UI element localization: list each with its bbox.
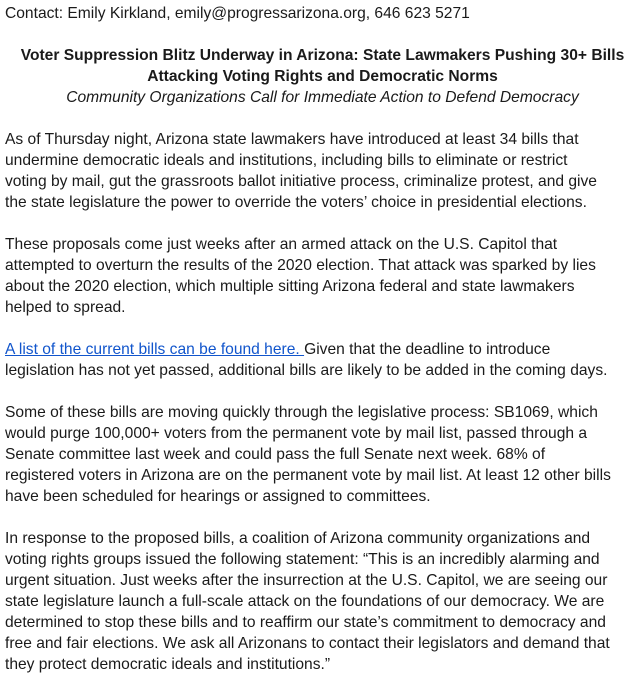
headline-line-1: Voter Suppression Blitz Underway in Arizona: State Lawmakers Pushing 30+ Bills: [20, 47, 625, 64]
paragraph-2-line: These proposals come just weeks after an armed attack on the U.S. Capitol that: [5, 236, 558, 253]
paragraph-4: [5, 402, 637, 507]
paragraph-2-line: about the 2020 election, which multiple sitting Arizona federal and state lawmakers: [5, 278, 575, 295]
paragraph-4-line: Senate committee last week and could pass the full Senate next week. 68% of: [5, 446, 546, 463]
paragraph-5-line: they protect democratic ideals and institutions.”: [5, 656, 331, 673]
subheadline: Community Organizations Call for Immediate Action to Defend Democracy: [66, 89, 579, 106]
paragraph-3-line-rest: Given that the deadline to introduce: [304, 341, 551, 358]
paragraph-4-line: registered voters in Arizona are on the permanent vote by mail list. At least 12 other bills: [5, 467, 611, 484]
paragraph-5-line: voting rights groups issued the following statement: “This is an incredibly alarming and: [5, 551, 600, 568]
paragraph-1-line: the state legislature the power to override the voters’ choice in presidential elections.: [5, 194, 587, 211]
paragraph-1-line: voting by mail, gut the grassroots ballot initiative process, criminalize protest, and give: [5, 173, 597, 190]
paragraph-1: [5, 129, 637, 213]
paragraph-5-line: state legislature launch a full-scale attack on the foundations of our democracy. We are: [5, 593, 605, 610]
paragraph-2-line: attempted to overturn the results of the 2020 election. That attack was sparked by lies: [5, 257, 596, 274]
paragraph-4-line: would purge 100,000+ voters from the permanent vote by mail list, passed through a: [5, 425, 588, 442]
bills-list-link[interactable]: A list of the current bills can be found here.: [5, 341, 305, 358]
paragraph-4-line: Some of these bills are moving quickly through the legislative process: SB1069, which: [5, 404, 598, 421]
headline-line-2: Attacking Voting Rights and Democratic Norms: [147, 68, 498, 85]
contact-line: Contact: Emily Kirkland, emily@progressarizona.org, 646 623 5271: [5, 5, 470, 22]
paragraph-3-line: legislation has not yet passed, additional bills are likely to be added in the coming days.: [5, 362, 608, 379]
paragraph-5-line: free and fair elections. We ask all Arizonans to contact their legislators and demand that: [5, 635, 610, 652]
paragraph-5-line: determined to stop these bills and to reaffirm our state’s commitment to democracy and: [5, 614, 606, 631]
paragraph-1-line: undermine democratic ideals and institutions, including bills to eliminate or restrict: [5, 152, 568, 169]
paragraph-2-line: helped to spread.: [5, 299, 126, 316]
paragraph-3: [5, 339, 637, 381]
paragraph-1-line: As of Thursday night, Arizona state lawmakers have introduced at least 34 bills that: [5, 131, 579, 148]
paragraph-5-line: urgent situation. Just weeks after the insurrection at the U.S. Capitol, we are seeing our: [5, 572, 608, 589]
paragraph-2: [5, 234, 637, 318]
paragraph-3-line: [5, 339, 637, 360]
paragraph-4-line: have been scheduled for hearings or assigned to committees.: [5, 488, 431, 505]
paragraph-5: [5, 528, 637, 675]
headline: [5, 45, 640, 87]
paragraph-5-line: In response to the proposed bills, a coalition of Arizona community organizations and: [5, 530, 591, 547]
